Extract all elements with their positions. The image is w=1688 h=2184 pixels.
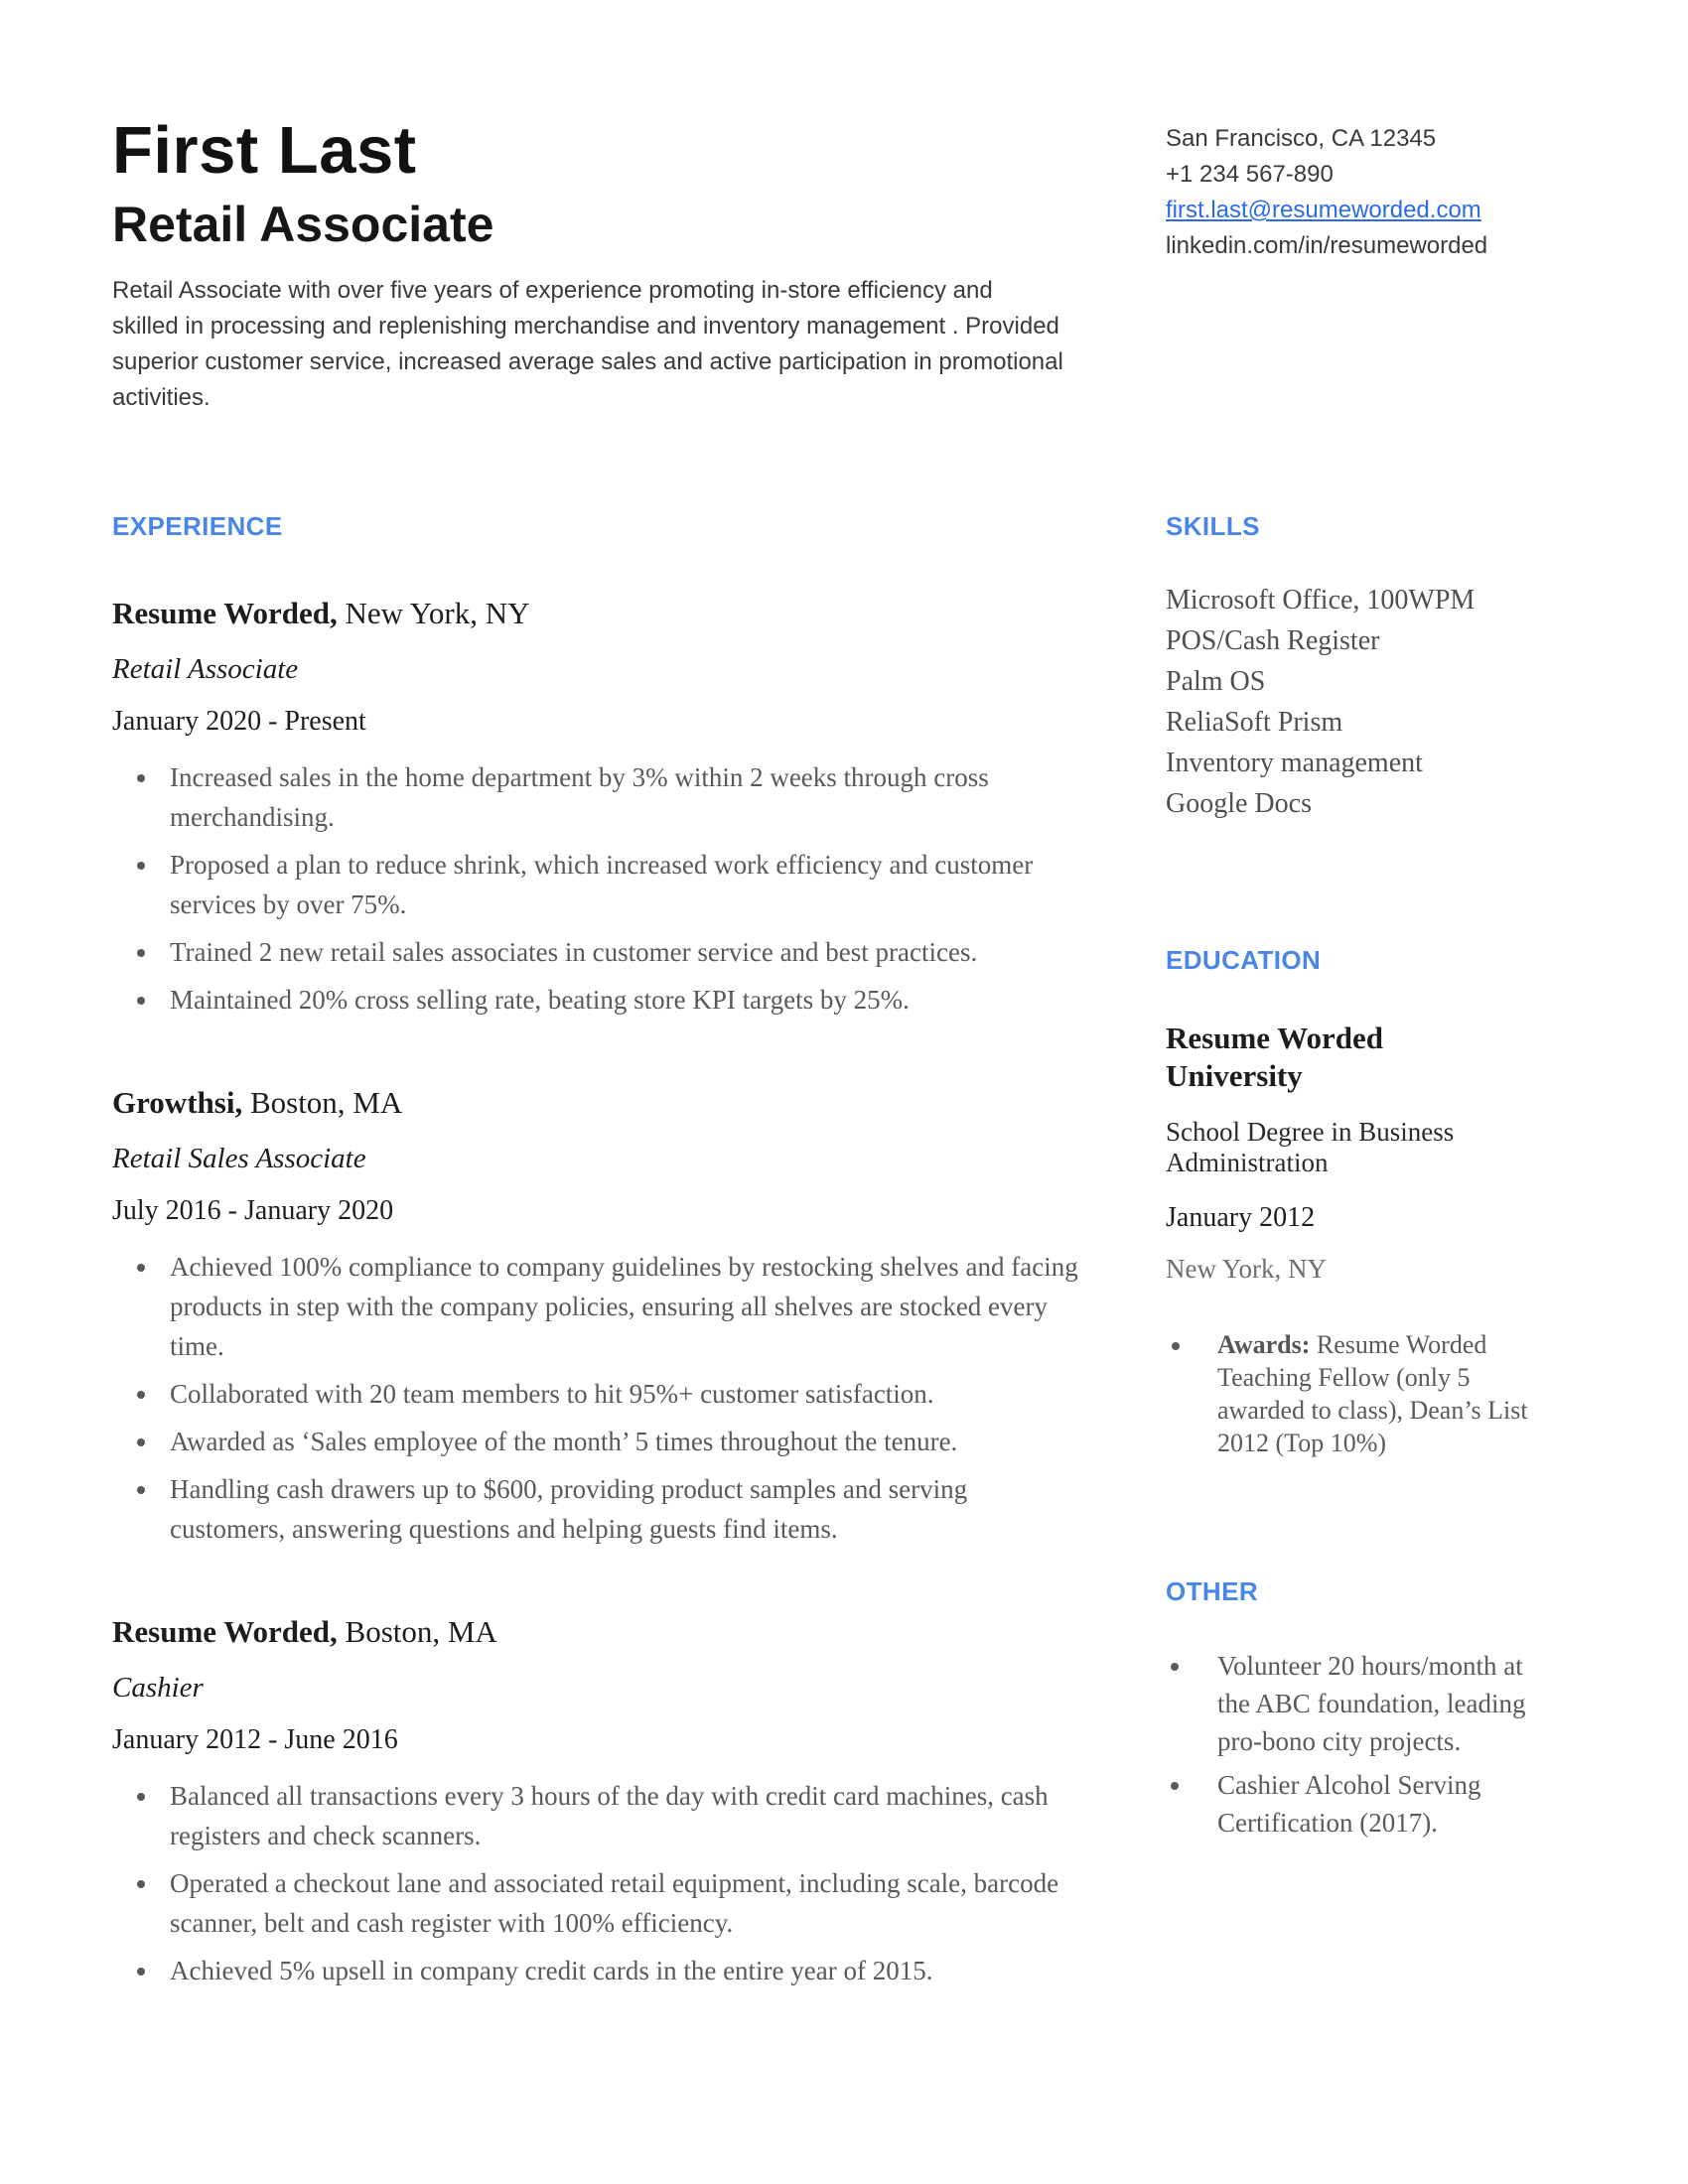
experience-column	[112, 511, 1085, 1998]
bullet-item: • Increased sales in the home department by 3% within 2 weeks through cross merchandising.	[160, 757, 1085, 837]
award-label: Awards:	[1217, 1330, 1311, 1359]
skills-list	[1166, 580, 1531, 824]
job-dates: January 2012 - June 2016	[112, 1724, 398, 1755]
education-date: January 2012	[1166, 1202, 1316, 1233]
contact-phone: +1 234 567-890	[1166, 161, 1334, 188]
job-dates: January 2020 - Present	[112, 706, 366, 737]
skills-heading: SKILLS	[1166, 511, 1260, 541]
education-awards-list	[1166, 1328, 1531, 1459]
job-title: Cashier	[112, 1672, 204, 1704]
education-location: New York, NY	[1166, 1254, 1328, 1284]
bullet-item: • Collaborated with 20 team members to hit 95%+ customer satisfaction.	[160, 1374, 1085, 1414]
company-name: Growthsi,	[112, 1085, 243, 1120]
company-location: Boston, MA	[249, 1085, 403, 1120]
bullet-item: • Handling cash drawers up to $600, providing product samples and serving customers, answering questions and helping guests find items.	[160, 1469, 1085, 1549]
job-company-line	[112, 1085, 1085, 1121]
experience-heading: EXPERIENCE	[112, 511, 283, 541]
job-bullet-list	[112, 1247, 1085, 1549]
header	[112, 113, 1531, 416]
name-block	[112, 113, 1085, 416]
job-title: Retail Sales Associate	[112, 1143, 366, 1174]
award-item	[1194, 1328, 1531, 1459]
skill-item: Microsoft Office, 100WPM	[1166, 585, 1476, 615]
other-list	[1166, 1647, 1531, 1842]
job-bullet-list	[112, 1776, 1085, 1990]
bullet-item: • Trained 2 new retail sales associates in customer service and best practices.	[160, 932, 1085, 972]
skill-item: Inventory management	[1166, 748, 1423, 778]
contact-location: San Francisco, CA 12345	[1166, 125, 1437, 152]
job-entry-resume-worded-boston	[112, 1614, 1085, 1990]
contact-linkedin: linkedin.com/in/resumeworded	[1166, 232, 1488, 259]
bullet-item: • Operated a checkout lane and associated retail equipment, including scale, barcode scanner, belt and cash register with 100% efficiency.	[160, 1863, 1085, 1943]
contact-email-link[interactable]: first.last@resumeworded.com	[1166, 197, 1481, 223]
job-title: Retail Associate	[112, 653, 299, 685]
sidebar-column	[1166, 511, 1531, 1998]
education-degree: School Degree in Business Administration	[1166, 1117, 1455, 1177]
bullet-item: • Balanced all transactions every 3 hours of the day with credit card machines, cash registers and check scanners.	[160, 1776, 1085, 1855]
skill-item: POS/Cash Register	[1166, 625, 1380, 656]
education-heading: EDUCATION	[1166, 945, 1322, 975]
education-school: Resume Worded University	[1166, 1021, 1384, 1093]
bullet-item: • Awarded as ‘Sales employee of the month’ 5 times throughout the tenure.	[160, 1422, 1085, 1461]
bullet-item: • Maintained 20% cross selling rate, beating store KPI targets by 25%.	[160, 980, 1085, 1020]
other-item: • Cashier Alcohol Serving Certification (2017).	[1194, 1766, 1531, 1842]
person-title: Retail Associate	[112, 197, 494, 252]
other-heading: OTHER	[1166, 1576, 1258, 1606]
bullet-item: • Achieved 5% upsell in company credit cards in the entire year of 2015.	[160, 1951, 1085, 1990]
company-name: Resume Worded,	[112, 1614, 338, 1649]
job-entry-growthsi	[112, 1085, 1085, 1549]
bullet-item: • Proposed a plan to reduce shrink, which increased work efficiency and customer services by over 75%.	[160, 845, 1085, 924]
bullet-item: • Achieved 100% compliance to company guidelines by restocking shelves and facing products in step with the company policies, ensuring all shelves are stocked every time.	[160, 1247, 1085, 1366]
job-dates: July 2016 - January 2020	[112, 1195, 394, 1226]
other-item: • Volunteer 20 hours/month at the ABC foundation, leading pro-bono city projects.	[1194, 1647, 1531, 1760]
job-entry-resume-worded-ny	[112, 596, 1085, 1020]
summary-paragraph: Retail Associate with over five years of experience promoting in-store efficiency and skilled in processing and replenishing merchandise and inventory management . Provided superior customer service, increased average sales and active participation in promotional activities.	[112, 277, 1063, 411]
skill-item: Google Docs	[1166, 788, 1312, 819]
person-name: First Last	[112, 113, 417, 188]
job-company-line	[112, 596, 1085, 631]
skill-item: Palm OS	[1166, 666, 1266, 697]
job-company-line	[112, 1614, 1085, 1650]
skill-item: ReliaSoft Prism	[1166, 707, 1343, 738]
award-text: Resume Worded Teaching Fellow (only 5 awarded to class), Dean’s List 2012 (Top 10%)	[1217, 1330, 1528, 1457]
company-name: Resume Worded,	[112, 596, 338, 630]
contact-block	[1166, 117, 1531, 264]
company-location: Boston, MA	[345, 1614, 497, 1649]
company-location: New York, NY	[345, 596, 530, 630]
job-bullet-list	[112, 757, 1085, 1020]
content-columns	[112, 511, 1531, 1998]
